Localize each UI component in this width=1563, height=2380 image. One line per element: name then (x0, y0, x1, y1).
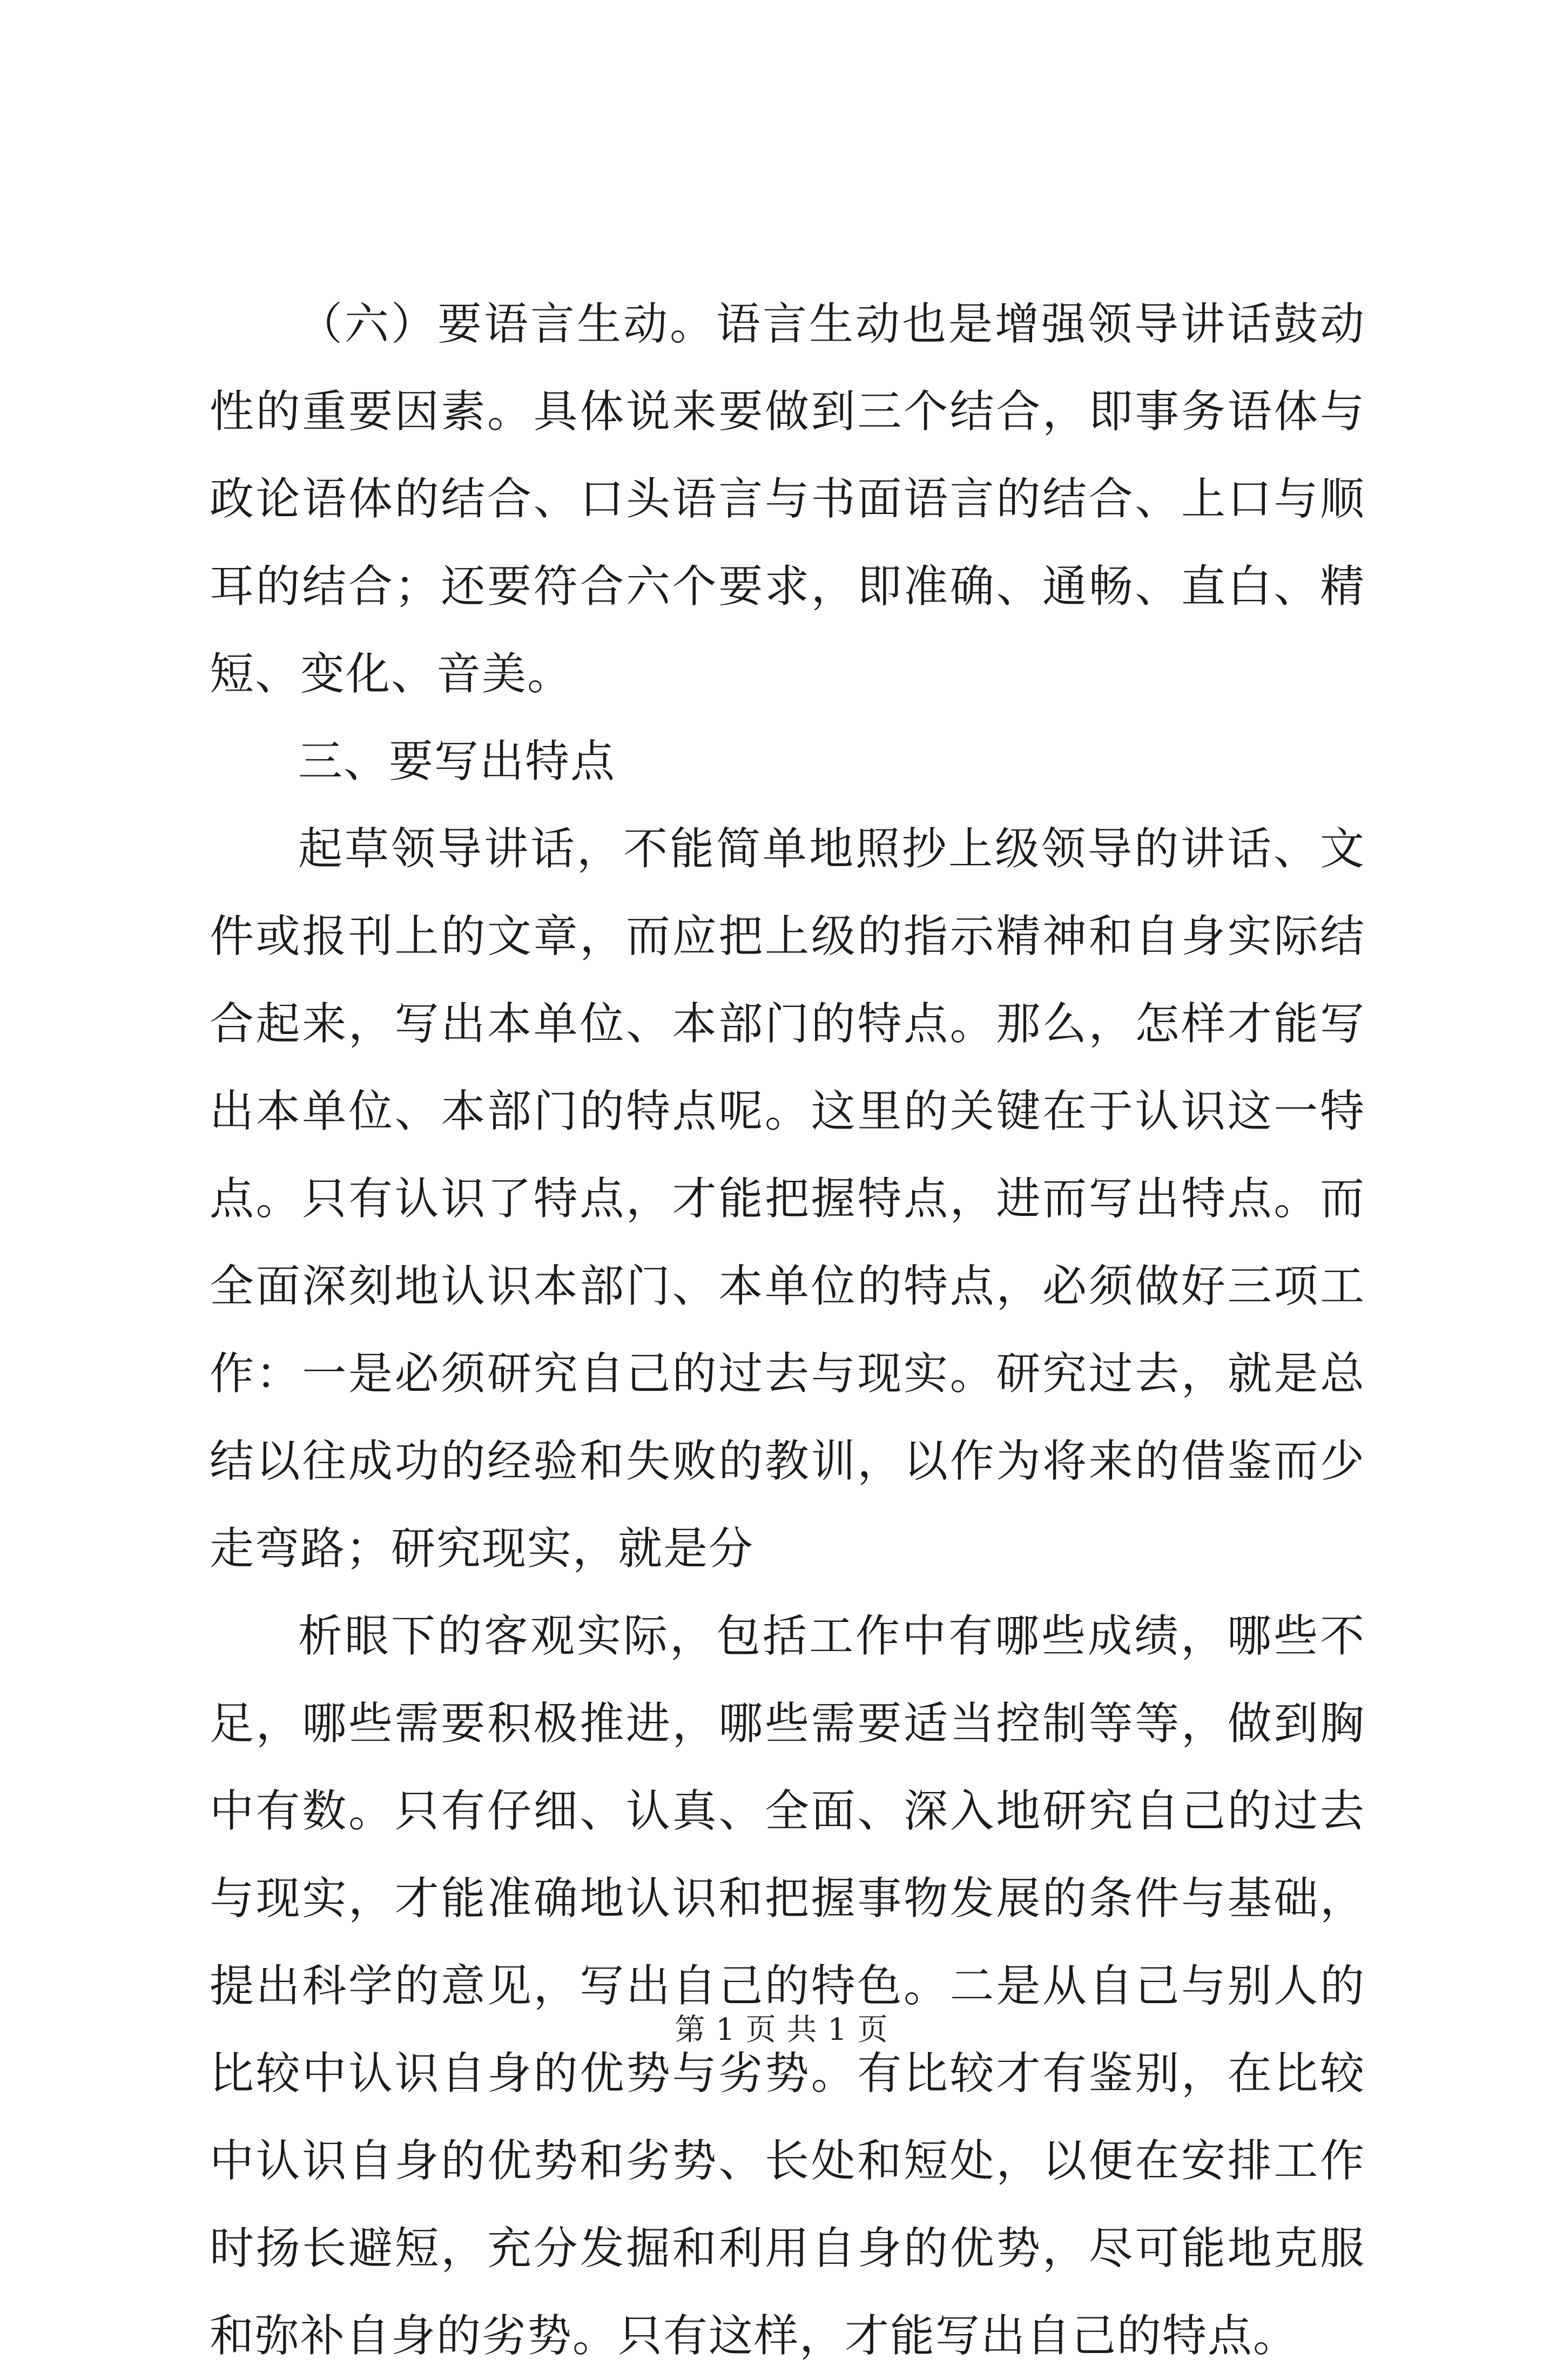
paragraph-analysis: 析眼下的客观实际，包括工作中有哪些成绩，哪些不足，哪些需要积极推进，哪些需要适当控制等等，做到胸中有数。只有仔细、认真、全面、深入地研究自己的过去与现实，才能准确地认识和把握事物发展的条件与基础，提出科学的意见，写出自己的特色。二是从自己与别人的比较中认识自身的优势与劣势。有比较才有鉴别，在比较中认识自身的优势和劣势、长处和短处，以便在安排工作时扬长避短，充分发掘和利用自身的优势，尽可能地克服和弥补自身的劣势。只有这样，才能写出自己的特点。 (210, 1611, 1365, 2362)
page-number-footer: 第 1 页 共 1 页 (675, 2012, 888, 2047)
paragraph-drafting-speech: 起草领导讲话，不能简单地照抄上级领导的讲话、文件或报刊上的文章，而应把上级的指示精神和自身实际结合起来，写出本单位、本部门的特点。那么，怎样才能写出本单位、本部门的特点呢。这里的关键在于认识这一特点。只有认识了特点，才能把握特点，进而写出特点。而全面深刻地认识本部门、本单位的特点，必须做好三项工作：一是必须研究自己的过去与现实。研究过去，就是总结以往成功的经验和失败的教训，以作为将来的借鉴而少走弯路；研究现实，就是分 (210, 823, 1365, 1574)
section-heading-features: 三、要写出特点 (298, 736, 616, 787)
paragraph-language-vivid: （六）要语言生动。语言生动也是增强领导讲话鼓动性的重要因素。具体说来要做到三个结合，即事务语体与政论语体的结合、口头语言与书面语言的结合、上口与顺耳的结合；还要符合六个要求，即准确、通畅、直白、精短、变化、音美。 (210, 299, 1365, 700)
document-body (210, 281, 1365, 2380)
